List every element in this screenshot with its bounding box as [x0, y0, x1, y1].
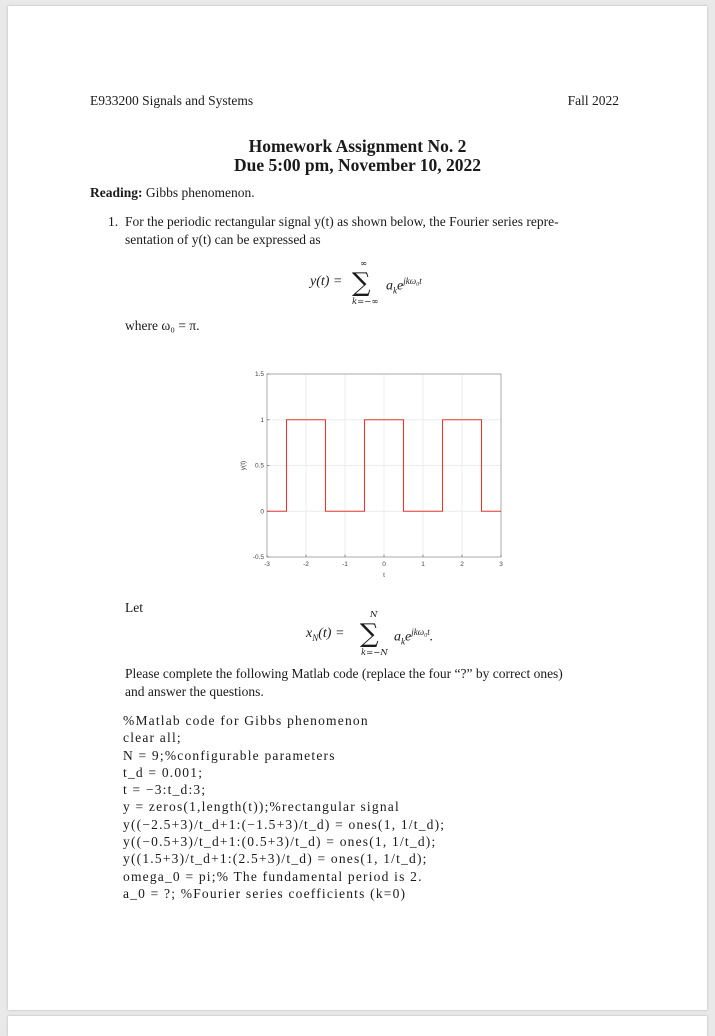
problem-number: 1. [108, 214, 119, 229]
x-tick-label: 3 [499, 561, 503, 568]
x-axis-label: t [383, 572, 385, 579]
where-omega: where ω₀ = π. [125, 318, 200, 333]
y-axis-label: y(t) [240, 460, 247, 471]
problem-intro-line2: sentation of y(t) can be expressed as [125, 232, 321, 247]
assignment-title: Homework Assignment No. 2 [248, 136, 467, 156]
eq2-term: $a_ke^{jk\omega_0t}$. [394, 627, 434, 647]
summation-icon: ∑ [352, 268, 371, 298]
x-tick-label: 2 [460, 561, 464, 568]
code-line: omega_0 = pi;% The fundamental period is 2. [123, 868, 423, 884]
course-header: E933200 Signals and Systems [90, 93, 254, 108]
code-line: %Matlab code for Gibbs phenomenon [123, 713, 369, 728]
code-line: y((1.5+3)/t_d+1:(2.5+3)/t_d) = ones(1, 1/t_d); [123, 851, 428, 867]
matlab-code-block [123, 712, 445, 902]
term-header: Fall 2022 [567, 93, 619, 108]
eq1-sum-lower: k=−∞ [352, 297, 379, 307]
code-line: t_d = 0.001; [123, 764, 204, 780]
code-line: clear all; [123, 730, 182, 746]
eq1-term: $a_ke^{jk\omega_0t}$ [386, 276, 422, 296]
due-date: Due 5:00 pm, November 10, 2022 [233, 155, 482, 175]
x-tick-label: -2 [303, 561, 309, 568]
x-tick-label: 0 [382, 561, 386, 568]
eq1-lhs: y(t) = [310, 274, 343, 289]
code-line: y((−0.5+3)/t_d+1:(0.5+3)/t_d) = ones(1, 1/t_d); [123, 834, 437, 850]
summation-icon-2: ∑ [360, 619, 379, 649]
code-line: N = 9;%configurable parameters [123, 747, 336, 763]
instructions-line1: Please complete the following Matlab code (replace the four “?” by correct ones) [125, 666, 563, 681]
eq1-sum-upper: ∞ [360, 259, 368, 269]
y-tick-label: 1.5 [254, 371, 264, 379]
code-line: a_0 = ?; %Fourier series coefficients (k=0) [123, 885, 407, 901]
reading-line [90, 184, 255, 202]
eq2-sum-upper: N [370, 610, 378, 620]
problem-intro-line1: For the periodic rectangular signal y(t) as shown below, the Fourier series repre- [125, 214, 559, 229]
let-label: Let [125, 600, 143, 615]
y-tick-label: 0 [260, 508, 264, 516]
y-tick-label: 0.5 [254, 462, 264, 470]
code-line: y((−2.5+3)/t_d+1:(−1.5+3)/t_d) = ones(1, 1/t_d); [123, 816, 446, 832]
instructions-line2: and answer the questions. [125, 684, 264, 699]
eq2-sum-lower: k=−N [361, 648, 388, 658]
next-page-edge [8, 1016, 707, 1036]
x-tick-label: -3 [264, 561, 270, 568]
rectangular-signal-plot [223, 362, 513, 582]
code-line: y = zeros(1,length(t));%rectangular signal [123, 799, 400, 815]
x-tick-label: -1 [342, 561, 348, 568]
document-page [8, 6, 707, 1010]
y-tick-label: 1 [260, 416, 264, 424]
reading-text: Gibbs phenomenon. [145, 185, 255, 200]
code-line: t = −3:t_d:3; [123, 782, 207, 798]
reading-label: Reading: [90, 185, 143, 200]
x-tick-label: 1 [421, 561, 425, 568]
y-tick-label: -0.5 [252, 554, 264, 562]
eq2-lhs: $x_N(t)$ = [306, 626, 345, 643]
